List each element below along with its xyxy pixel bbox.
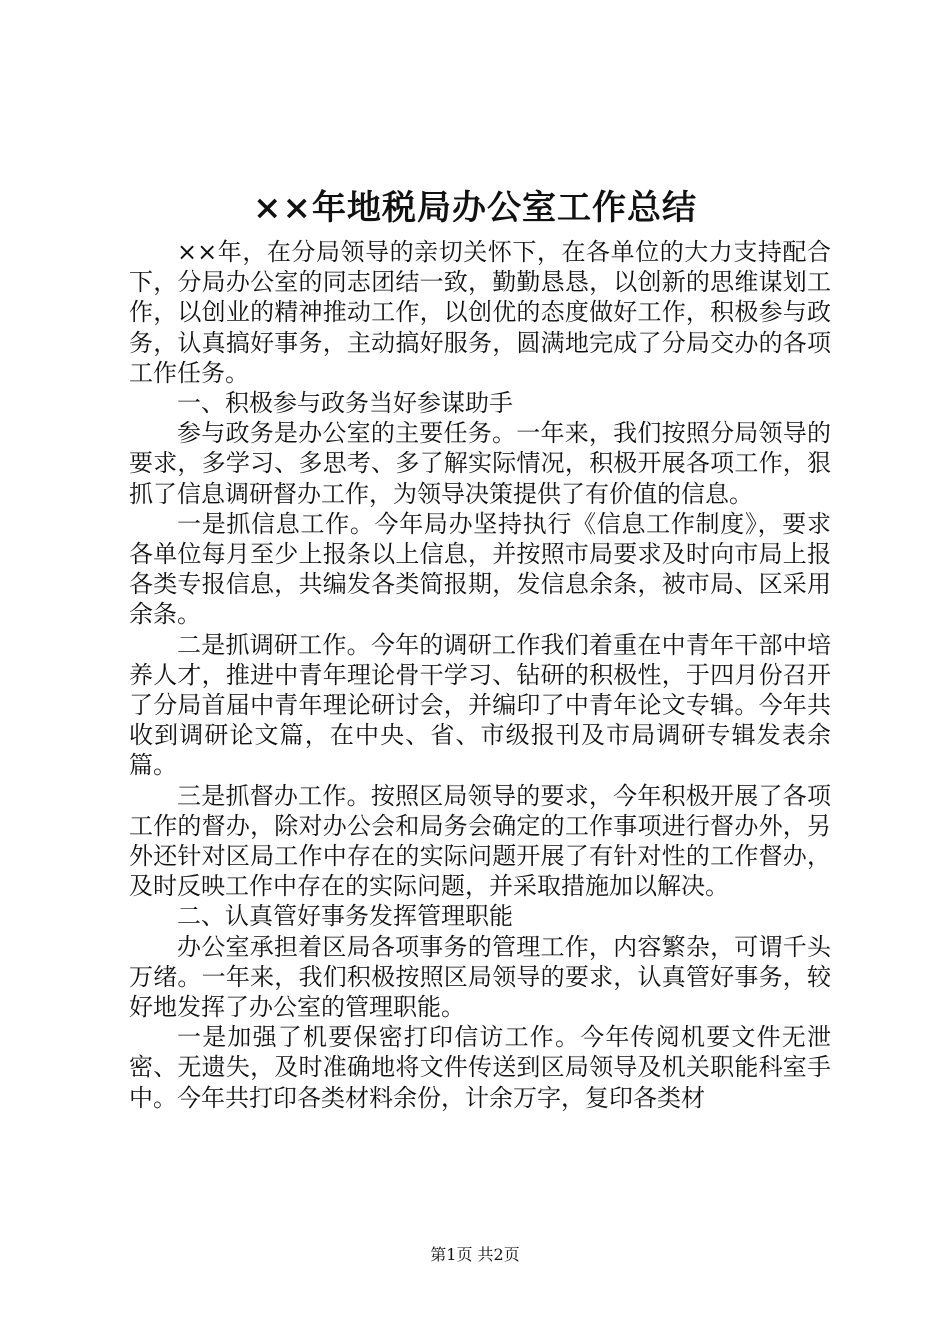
- document-title: ××年地税局办公室工作总结: [253, 188, 697, 228]
- paragraph: 一是加强了机要保密打印信访工作。今年传阅机要文件无泄密、无遗失，及时准确地将文件传送到区局领导及机关职能科室手中。今年共打印各类材料余份，计余万字，复印各类材: [129, 1023, 831, 1112]
- paragraph: 参与政务是办公室的主要任务。一年来，我们按照分局领导的要求，多学习、多思考、多了解实际情况，积极开展各项工作，狠抓了信息调研督办工作，为领导决策提供了有价值的信息。: [129, 419, 831, 508]
- document-body: [129, 237, 831, 1113]
- paragraph: 二是抓调研工作。今年的调研工作我们着重在中青年干部中培养人才，推进中青年理论骨干学习、钻研的积极性，于四月份召开了分局首届中青年理论研讨会，并编印了中青年论文专辑。今年共收到调研论文篇，在中央、省、市级报刊及市局调研专辑发表余篇。: [129, 630, 831, 780]
- section-heading-1: 一、积极参与政务当好参谋助手: [177, 389, 513, 418]
- paragraph: 办公室承担着区局各项事务的管理工作，内容繁杂，可谓千头万绪。一年来，我们积极按照区局领导的要求，认真管好事务，较好地发挥了办公室的管理职能。: [129, 932, 831, 1022]
- section-heading-2: 二、认真管好事务发挥管理职能: [177, 902, 513, 931]
- paragraph: 一是抓信息工作。今年局办坚持执行《信息工作制度》，要求各单位每月至少上报条以上信息，并按照市局要求及时向市局上报各类专报信息，共编发各类简报期，发信息余条，被市局、区采用余条。: [129, 509, 831, 629]
- page-footer: 第1页 共2页: [430, 1245, 520, 1264]
- paragraph-intro: ××年，在分局领导的亲切关怀下，在各单位的大力支持配合下，分局办公室的同志团结一致，勤勤恳恳，以创新的思维谋划工作，以创业的精神推动工作，以创优的态度做好工作，积极参与政务，认真搞好事务，主动搞好服务，圆满地完成了分局交办的各项工作任务。: [129, 238, 831, 387]
- paragraph: 三是抓督办工作。按照区局领导的要求，今年积极开展了各项工作的督办，除对办公会和局务会确定的工作事项进行督办外，另外还针对区局工作中存在的实际问题开展了有针对性的工作督办，及时反映工作中存在的实际问题，并采取措施加以解决。: [129, 781, 831, 901]
